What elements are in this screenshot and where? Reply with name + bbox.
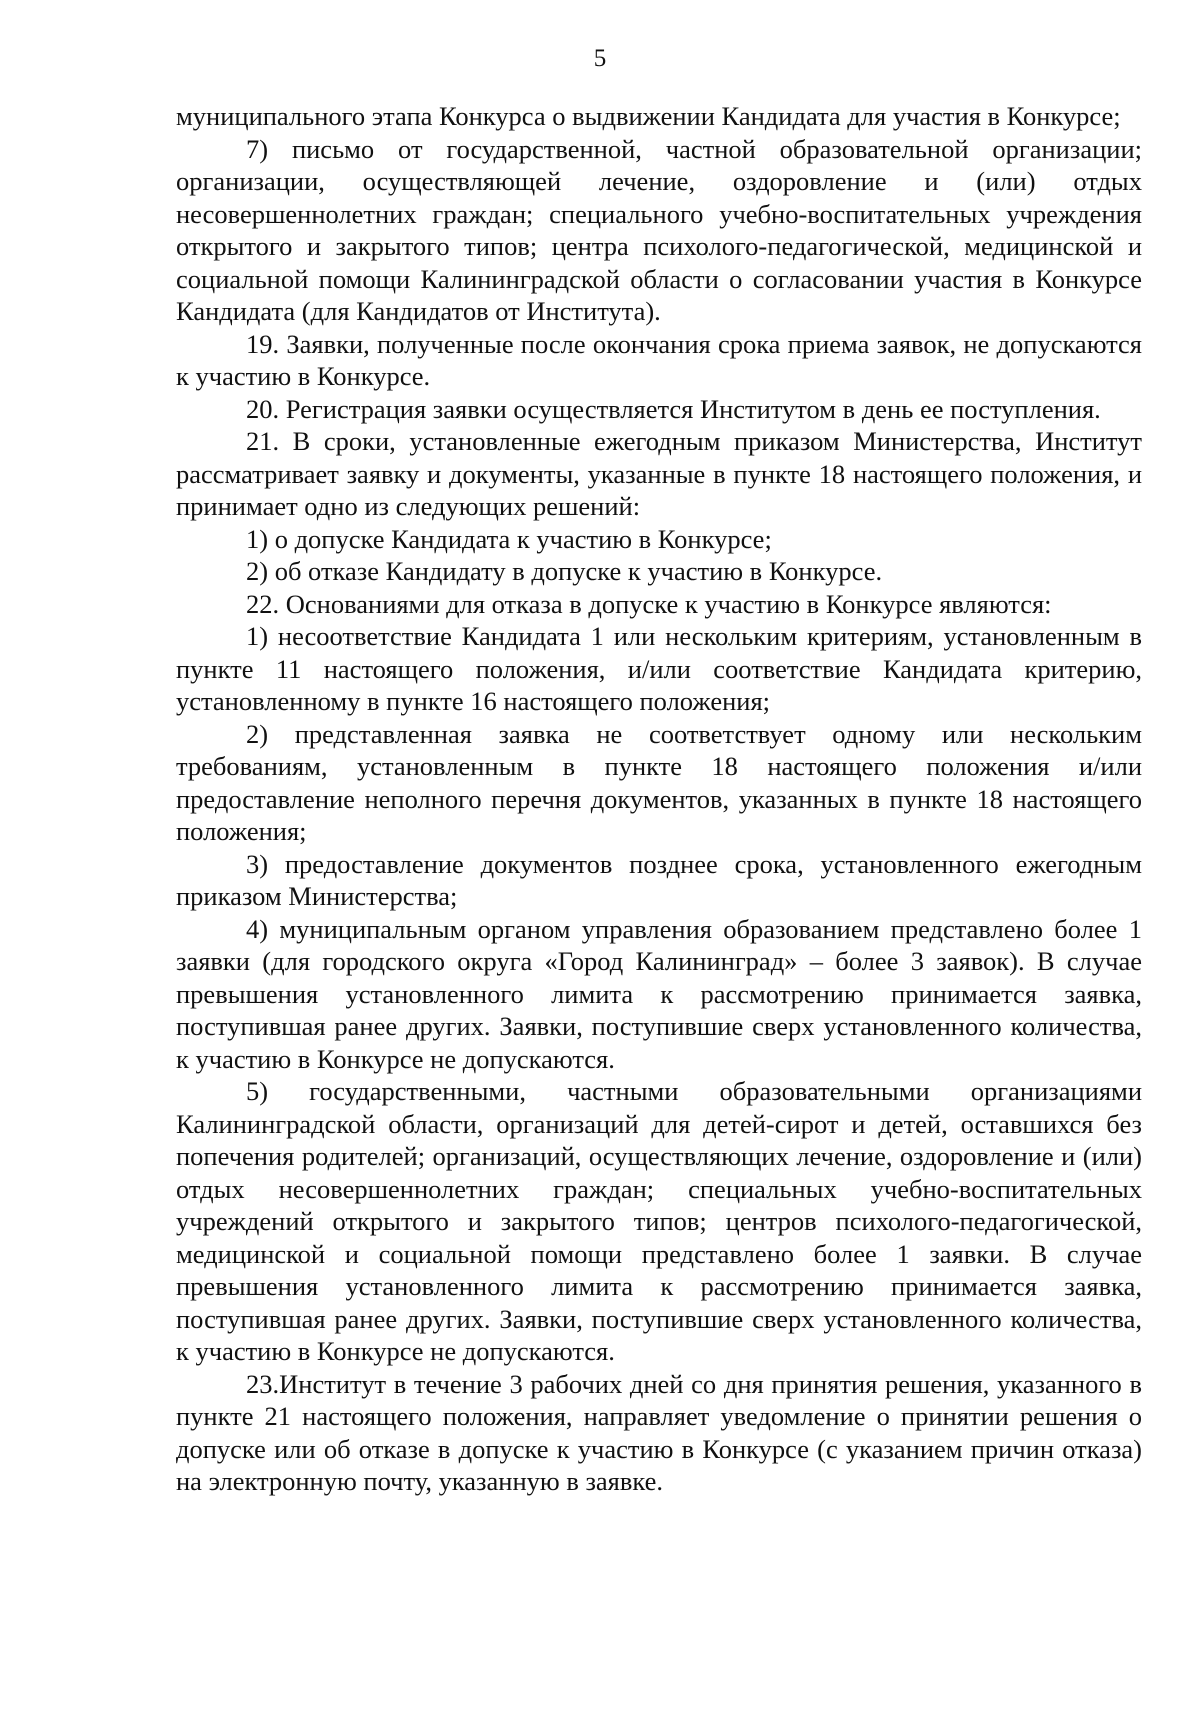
paragraph-22: 22. Основаниями для отказа в допуске к участию в Конкурсе являются:: [246, 588, 1052, 619]
paragraph-21-item-1: 1) о допуске Кандидата к участию в Конкурсе;: [246, 523, 772, 554]
paragraph-22-item-2: 2) представленная заявка не соответствует одному или нескольким требованиям, установленным в пункте 18 настоящего положения и/или предоставление неполного перечня документов, указанных в пункте 18 настоящего положения;: [176, 718, 1142, 846]
paragraph-continuation: муниципального этапа Конкурса о выдвижении Кандидата для участия в Конкурсе;: [176, 101, 1121, 131]
paragraph-19: 19. Заявки, полученные после окончания срока приема заявок, не допускаются к участию в Конкурсе.: [176, 328, 1142, 391]
paragraph-item-7-letter: 7) письмо от государственной, частной образовательной организации; организации, осуществляющей лечение, оздоровление и (или) отдых несовершеннолетних граждан; специального учебно-воспитательных учреждения открытого и закрытого типов; центра психолого-педагогической, медицинской и социальной помощи Калининградской области о согласовании участия в Конкурсе Кандидата (для Кандидатов от Института).: [176, 133, 1142, 326]
paragraph-22-item-4: 4) муниципальным органом управления образованием представлено более 1 заявки (для городского округа «Город Калининград» – более 3 заявок). В случае превышения установленного лимита к рассмотрению принимается заявка, поступившая ранее других. Заявки, поступившие сверх установленного количества, к участию в Конкурсе не допускаются.: [176, 913, 1142, 1074]
document-body: [176, 100, 1142, 1498]
page-number: 5: [593, 45, 607, 72]
paragraph-21-item-2: 2) об отказе Кандидату в допуске к участию в Конкурсе.: [246, 556, 883, 586]
paragraph-20: 20. Регистрация заявки осуществляется Институтом в день ее поступления.: [246, 393, 1101, 424]
paragraph-21: 21. В сроки, установленные ежегодным приказом Министерства, Институт рассматривает заявку и документы, указанные в пункте 18 настоящего положения, и принимает одно из следующих решений:: [176, 426, 1142, 521]
paragraph-22-item-1: 1) несоответствие Кандидата 1 или нескольким критериям, установленным в пункте 11 настоящего положения, и/или соответствие Кандидата критерию, установленному в пункте 16 настоящего положения;: [176, 621, 1142, 716]
paragraph-23: 23.Институт в течение 3 рабочих дней со дня принятия решения, указанного в пункте 21 настоящего положения, направляет уведомление о принятии решения о допуске или об отказе в допуске к участию в Конкурсе (с указанием причин отказа) на электронную почту, указанную в заявке.: [176, 1368, 1142, 1496]
paragraph-22-item-3: 3) предоставление документов позднее срока, установленного ежегодным приказом Министерства;: [176, 848, 1142, 911]
paragraph-22-item-5: 5) государственными, частными образовательными организациями Калининградской области, организаций для детей-сирот и детей, оставшихся без попечения родителей; организаций, осуществляющих лечение, оздоровление и (или) отдых несовершеннолетних граждан; специальных учебно-воспитательных учреждений открытого и закрытого типов; центров психолого-педагогической, медицинской и социальной помощи представлено более 1 заявки. В случае превышения установленного лимита к рассмотрению принимается заявка, поступившая ранее других. Заявки, поступившие сверх установленного количества, к участию в Конкурсе не допускаются.: [176, 1076, 1142, 1366]
